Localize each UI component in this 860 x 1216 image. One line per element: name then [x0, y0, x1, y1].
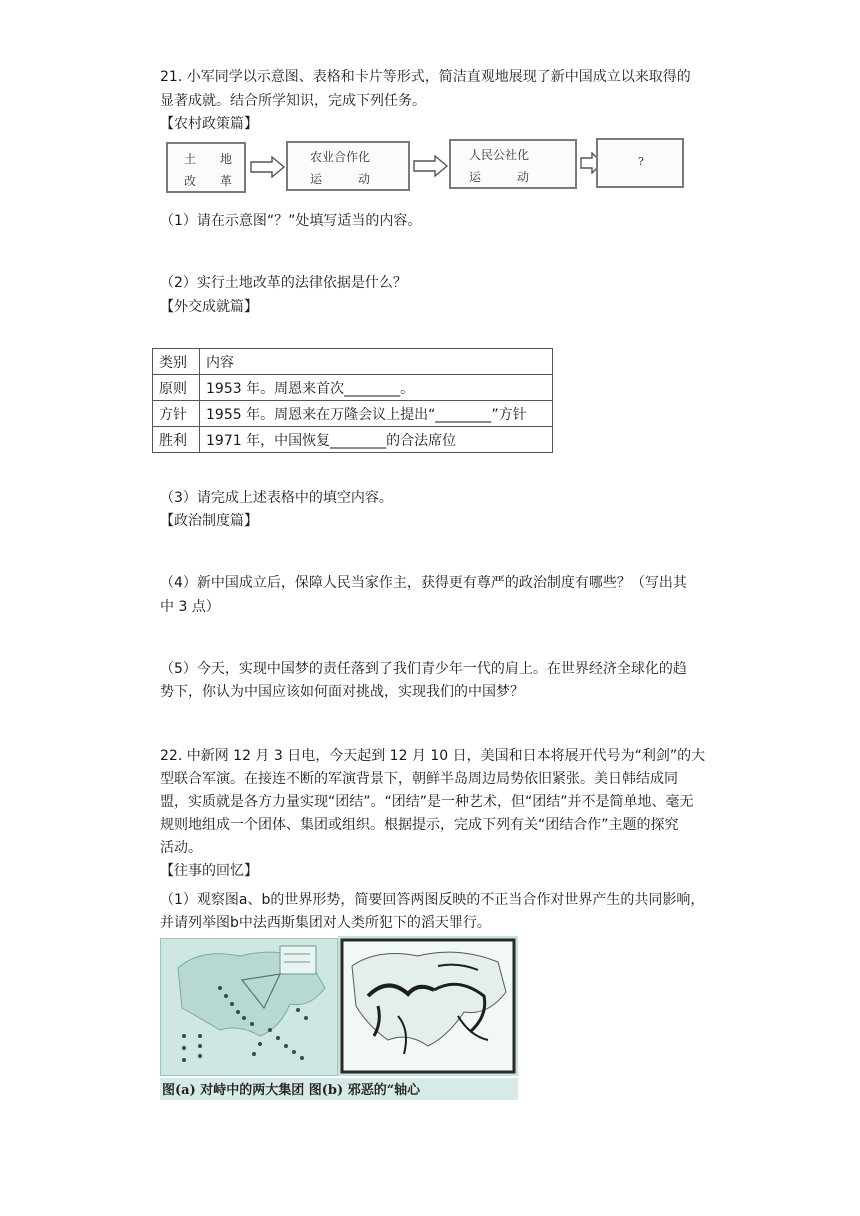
flow-arrow-icon	[413, 155, 449, 177]
q21-intro-line1: 21. 小军同学以示意图、表格和卡片等形式，简洁直观地展现了新中国成立以来取得的	[160, 69, 691, 85]
q22-line3: 盟，实质就是各方力量实现“团结”。“团结”是一种艺术，但“团结”并不是简单地、毫无	[160, 794, 694, 810]
q22-line4: 规则地组成一个团体、集团或组织。根据提示，完成下列有关“团结合作”主题的探究	[160, 817, 679, 833]
table-cell: 1953 年。周恩来首次________。	[200, 375, 553, 401]
q21-sub5-line1: （5）今天，实现中国梦的责任落到了我们青少年一代的肩上。在世界经济全球化的趋	[160, 661, 687, 677]
q22-sub1-line2: 并请列举图b中法西斯集团对人类所犯下的滔天罪行。	[160, 915, 491, 931]
section-past-memories: 【往事的回忆】	[160, 863, 258, 879]
q21-sub4-line2: 中 3 点）	[160, 599, 220, 615]
q21-sub2: （2）实行土地改革的法律依据是什么？	[160, 275, 407, 291]
map-caption-strip	[160, 1078, 518, 1100]
map-image-a	[160, 938, 338, 1076]
flow-box-line1: 土 地	[184, 152, 233, 166]
q22-line5: 活动。	[160, 840, 202, 856]
flow-box-land-reform	[166, 142, 246, 193]
flow-arrow-icon	[250, 156, 286, 178]
flow-box-agri-cooperation	[286, 141, 410, 191]
section-rural-policy: 【农村政策篇】	[160, 116, 258, 132]
flow-box-line1: 人民公社化	[469, 148, 530, 162]
table-row	[153, 375, 553, 401]
table-cell: 胜利	[153, 427, 200, 453]
q21-sub3: （3）请完成上述表格中的填空内容。	[160, 490, 393, 506]
diplomacy-table	[152, 348, 553, 453]
map-image-b	[338, 936, 518, 1076]
map-caption: 图(a) 对峙中的两大集团 图(b) 邪恶的“轴心	[162, 1083, 421, 1098]
flow-box-line2: 运 动	[310, 172, 371, 186]
q21-sub5-line2: 势下，你认为中国应该如何面对挑战，实现我们的中国梦？	[160, 684, 524, 700]
table-header-cell: 类别	[153, 349, 200, 375]
table-header-row	[153, 349, 553, 375]
table-row	[153, 401, 553, 427]
table-cell: 原则	[153, 375, 200, 401]
flow-box-line2: 改 革	[184, 174, 233, 188]
flow-box-unknown	[596, 138, 684, 188]
q22-line1: 22. 中新网 12 月 3 日电，今天起到 12 月 10 日，美国和日本将展开代号为“利剑”的大	[160, 748, 706, 764]
flow-box-line1: 农业合作化	[310, 150, 371, 164]
q21-intro-line2: 显著成就。结合所学知识，完成下列任务。	[160, 93, 426, 109]
section-diplomacy: 【外交成就篇】	[160, 299, 258, 315]
flow-box-line2: 运 动	[469, 170, 530, 184]
q21-sub4-line1: （4）新中国成立后，保障人民当家作主，获得更有尊严的政治制度有哪些？（写出其	[160, 575, 687, 591]
table-row	[153, 427, 553, 453]
table-cell: 1955 年。周恩来在万隆会议上提出“________”方针	[200, 401, 553, 427]
section-politics: 【政治制度篇】	[160, 513, 258, 529]
table-cell: 1971 年，中国恢复________的合法席位	[200, 427, 553, 453]
flow-box-question: ?	[638, 155, 644, 168]
table-cell: 方针	[153, 401, 200, 427]
flow-box-peoples-commune	[449, 139, 577, 189]
q22-line2: 型联合军演。在接连不断的军演背景下，朝鲜半岛周边局势依旧紧张。美日韩结成同	[160, 771, 678, 787]
table-header-cell: 内容	[200, 349, 553, 375]
q22-sub1-line1: （1）观察图a、b的世界形势，简要回答两图反映的不正当合作对世界产生的共同影响，	[160, 892, 705, 908]
q21-sub1: （1）请在示意图“？”处填写适当的内容。	[160, 213, 422, 229]
